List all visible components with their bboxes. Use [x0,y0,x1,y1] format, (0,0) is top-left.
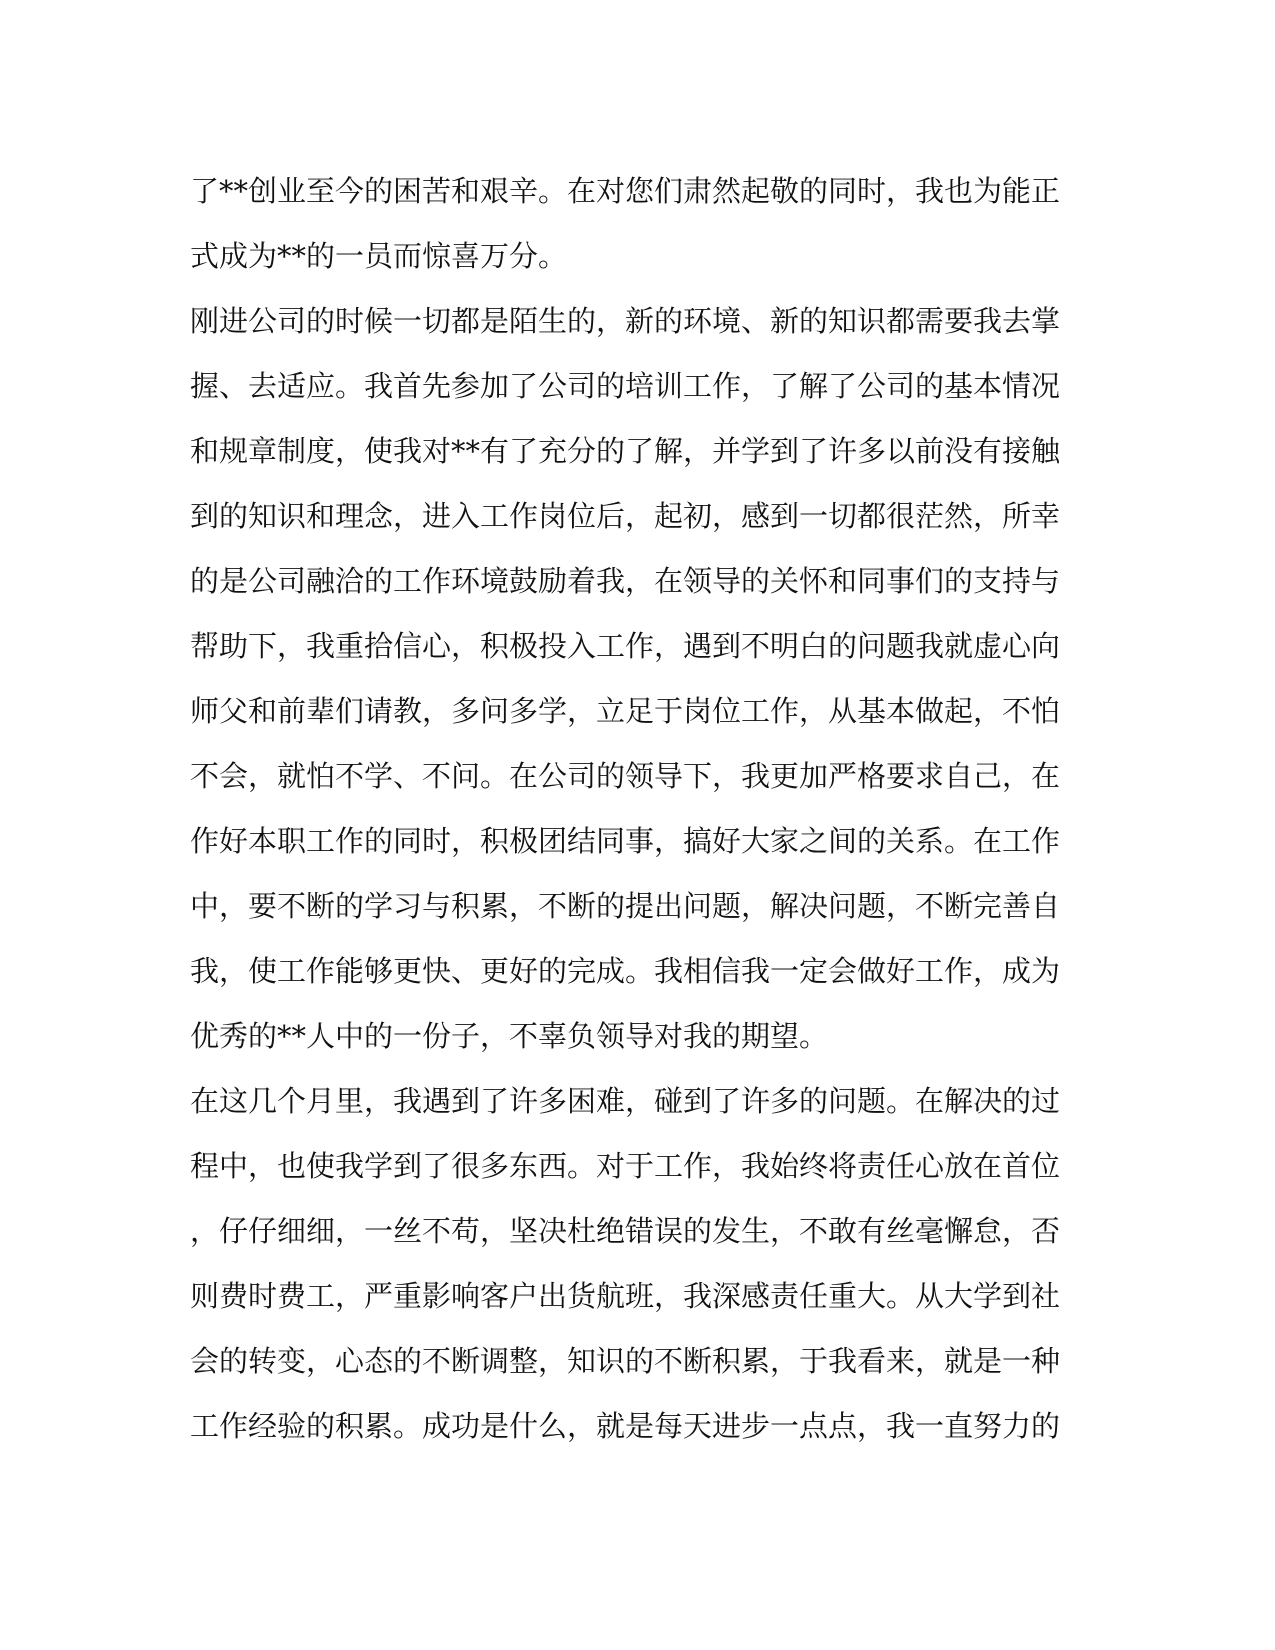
body-text [190,159,1070,1459]
text-line: 则费时费工，严重影响客户出货航班，我深感责任重大。从大学到社 [190,1279,1061,1313]
text-line: 刚进公司的时候一切都是陌生的，新的环境、新的知识都需要我去掌 [190,304,1061,338]
text-line: 和规章制度，使我对**有了充分的了解，并学到了许多以前没有接触 [190,434,1061,468]
text-line: 优秀的**人中的一份子，不辜负领导对我的期望。 [190,1019,829,1053]
text-line: 师父和前辈们请教，多问多学，立足于岗位工作，从基本做起，不怕 [190,694,1061,728]
text-line: 中，要不断的学习与积累，不断的提出问题，解决问题，不断完善自 [190,889,1061,923]
text-line: 在这几个月里，我遇到了许多困难，碰到了许多的问题。在解决的过 [190,1084,1061,1118]
text-line: 工作经验的积累。成功是什么，就是每天进步一点点，我一直努力的 [190,1409,1061,1443]
text-line: 会的转变，心态的不断调整，知识的不断积累，于我看来，就是一种 [190,1344,1061,1378]
text-line: 了**创业至今的困苦和艰辛。在对您们肃然起敬的同时，我也为能正 [190,174,1061,208]
text-line: 的是公司融洽的工作环境鼓励着我，在领导的关怀和同事们的支持与 [190,564,1061,598]
text-line: 握、去适应。我首先参加了公司的培训工作，了解了公司的基本情况 [190,369,1061,403]
text-line: 程中，也使我学到了很多东西。对于工作，我始终将责任心放在首位 [190,1149,1061,1183]
text-line: 我，使工作能够更快、更好的完成。我相信我一定会做好工作，成为 [190,954,1061,988]
text-line: 式成为**的一员而惊喜万分。 [190,239,568,273]
text-line: 帮助下，我重拾信心，积极投入工作，遇到不明白的问题我就虚心向 [190,629,1061,663]
text-line: 不会，就怕不学、不问。在公司的领导下，我更加严格要求自己，在 [190,759,1061,793]
text-line: 作好本职工作的同时，积极团结同事，搞好大家之间的关系。在工作 [190,824,1061,858]
text-line: ，仔仔细细，一丝不苟，坚决杜绝错误的发生，不敢有丝毫懈怠，否 [190,1214,1061,1248]
text-line: 到的知识和理念，进入工作岗位后，起初，感到一切都很茫然，所幸 [190,499,1061,533]
